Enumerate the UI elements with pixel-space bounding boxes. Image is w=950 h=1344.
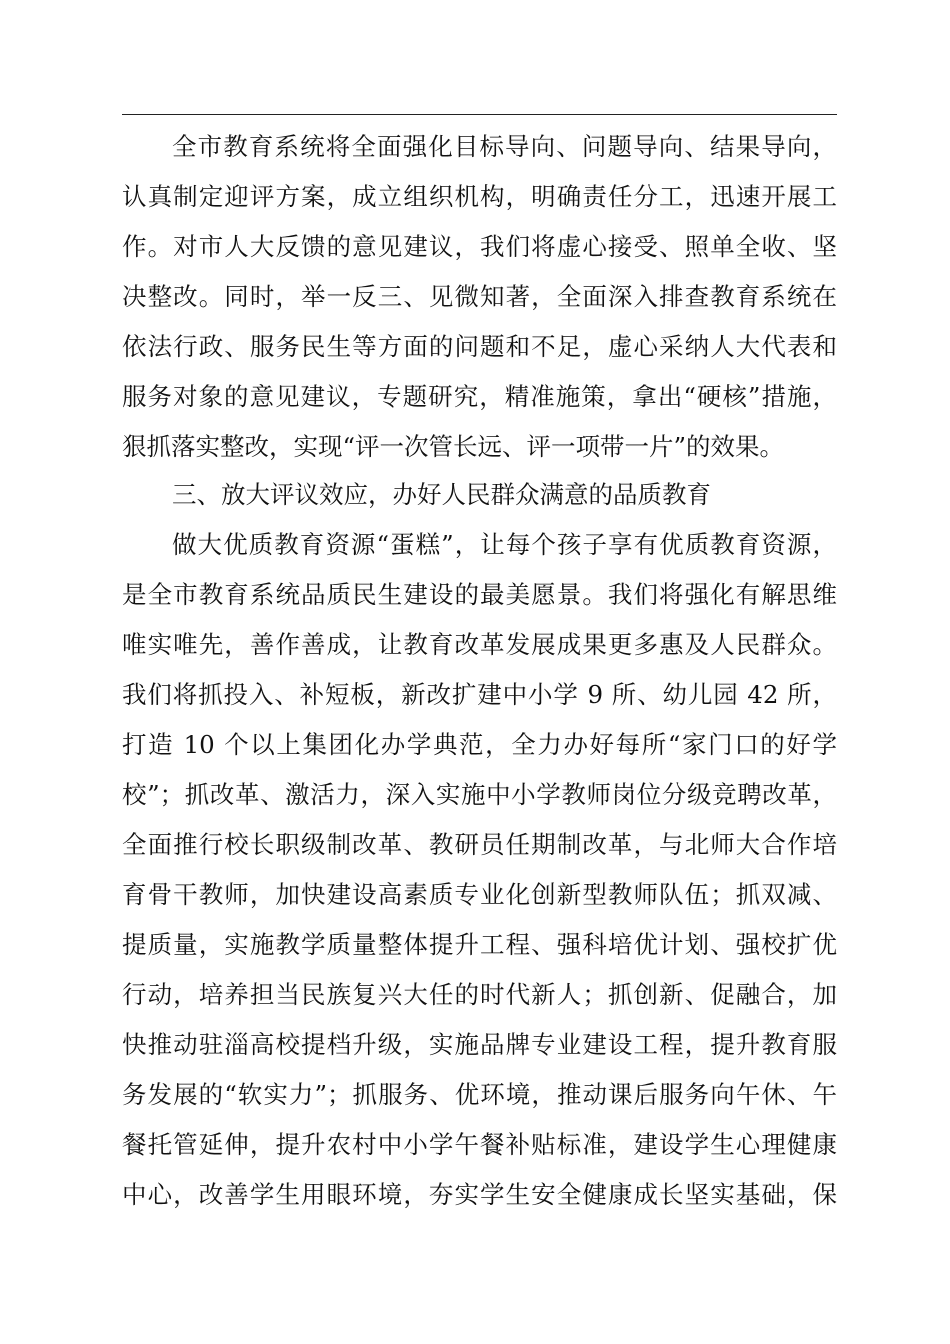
paragraph-line: 认真制定迎评方案，成立组织机构，明确责任分工，迅速开展工 bbox=[122, 182, 837, 211]
paragraph-line: 唯实唯先，善作善成，让教育改革发展成果更多惠及人民群众。 bbox=[122, 630, 837, 659]
paragraph-line: 行动，培养担当民族复兴大任的时代新人；抓创新、促融合，加 bbox=[122, 980, 837, 1009]
paragraph-line: 作。对市人大反馈的意见建议，我们将虚心接受、照单全收、坚 bbox=[122, 232, 837, 261]
paragraph-line: 服务对象的意见建议，专题研究，精准施策，拿出“硬核”措施， bbox=[122, 382, 837, 411]
paragraph-line: 育骨干教师，加快建设高素质专业化创新型教师队伍；抓双减、 bbox=[122, 880, 837, 909]
paragraph-line: 校”；抓改革、激活力，深入实施中小学教师岗位分级竞聘改革， bbox=[122, 780, 837, 809]
paragraph-line: 快推动驻淄高校提档升级，实施品牌专业建设工程，提升教育服 bbox=[122, 1030, 837, 1059]
paragraph-line: 中心，改善学生用眼环境，夯实学生安全健康成长坚实基础，保 bbox=[122, 1180, 837, 1209]
paragraph-line: 全面推行校长职级制改革、教研员任期制改革，与北师大合作培 bbox=[122, 830, 837, 859]
paragraph-line: 依法行政、服务民生等方面的问题和不足，虚心采纳人大代表和 bbox=[122, 332, 837, 361]
paragraph-line: 提质量，实施教学质量整体提升工程、强科培优计划、强校扩优 bbox=[122, 930, 837, 959]
paragraph-line: 是全市教育系统品质民生建设的最美愿景。我们将强化有解思维 bbox=[122, 580, 837, 609]
paragraph-line: 务发展的“软实力”；抓服务、优环境，推动课后服务向午休、午 bbox=[122, 1080, 837, 1109]
paragraph-line: 狠抓落实整改，实现“评一次管长远、评一项带一片”的效果。 bbox=[122, 432, 785, 461]
paragraph-line: 打造 10 个以上集团化办学典范，全力办好每所“家门口的好学 bbox=[122, 730, 837, 759]
paragraph-line: 做大优质教育资源“蛋糕”，让每个孩子享有优质教育资源， bbox=[172, 530, 837, 559]
paragraph-line: 餐托管延伸，提升农村中小学午餐补贴标准，建设学生心理健康 bbox=[122, 1130, 837, 1159]
section-heading: 三、放大评议效应，办好人民群众满意的品质教育 bbox=[172, 480, 711, 509]
paragraph-line: 全市教育系统将全面强化目标导向、问题导向、结果导向， bbox=[172, 132, 837, 161]
header-rule bbox=[122, 114, 837, 115]
paragraph-line: 我们将抓投入、补短板，新改扩建中小学 9 所、幼儿园 42 所， bbox=[122, 680, 837, 709]
paragraph-line: 决整改。同时，举一反三、见微知著，全面深入排查教育系统在 bbox=[122, 282, 837, 311]
